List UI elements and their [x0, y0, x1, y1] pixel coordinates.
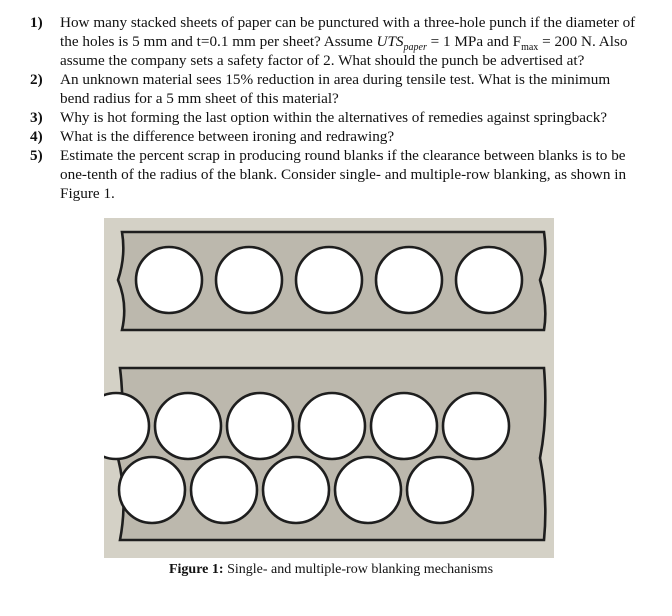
question-text: Why is hot forming the last option within the alternatives of remedies against springback?	[60, 109, 608, 126]
question-text: Estimate the percent scrap in producing round blanks if the clearance between blanks is to be one-tenth of the radius of the blank. Consider single- and multiple-row blanking, as shown in Figure 1.	[60, 147, 627, 202]
multi-row-bottom-blank	[191, 457, 257, 523]
question-3	[30, 108, 642, 127]
question-5	[30, 146, 642, 203]
figure-caption	[0, 562, 662, 578]
multi-row-top-blank	[227, 393, 293, 459]
single-row-blanks	[136, 247, 522, 313]
question-text: How many stacked sheets of paper can be punctured with a three-hole punch if the diameter of the holes is 5 mm and t=0.1 mm per sheet? Assume $UTS_{paper} = 1$ MPa and $F_{max} = 200$ N. Also assume the company sets a safety factor of 2. What should the punch be advertised at?	[60, 14, 636, 69]
multi-row-bottom-blank	[407, 457, 473, 523]
question-list	[30, 13, 642, 203]
multi-row-top-blank	[443, 393, 509, 459]
single-row-blank	[456, 247, 522, 313]
question-number: 5)	[30, 147, 43, 164]
single-row-blank	[216, 247, 282, 313]
multi-row-bottom-blank	[119, 457, 185, 523]
question-1	[30, 13, 642, 70]
question-number: 1)	[30, 14, 43, 31]
multi-row-top-blank	[371, 393, 437, 459]
question-4	[30, 127, 642, 146]
multi-row-top-blank	[299, 393, 365, 459]
multi-row-bottom-blank	[335, 457, 401, 523]
question-number: 2)	[30, 71, 43, 88]
blanking-figure	[104, 218, 554, 558]
question-number: 4)	[30, 128, 43, 145]
multi-row-bottom-blank	[263, 457, 329, 523]
question-number: 3)	[30, 109, 43, 126]
single-row-blank	[376, 247, 442, 313]
question-text: What is the difference between ironing and redrawing?	[60, 128, 395, 145]
blanking-diagram	[104, 218, 554, 558]
multi-row-top-blank	[155, 393, 221, 459]
single-row-blank	[136, 247, 202, 313]
caption-label: Figure 1:	[168, 562, 224, 577]
caption-text: Single- and multiple-row blanking mechanisms	[223, 562, 494, 577]
single-row-blank	[296, 247, 362, 313]
question-2	[30, 70, 642, 108]
question-text: An unknown material sees 15% reduction in area during tensile test. What is the minimum bend radius for a 5 mm sheet of this material?	[60, 71, 611, 107]
